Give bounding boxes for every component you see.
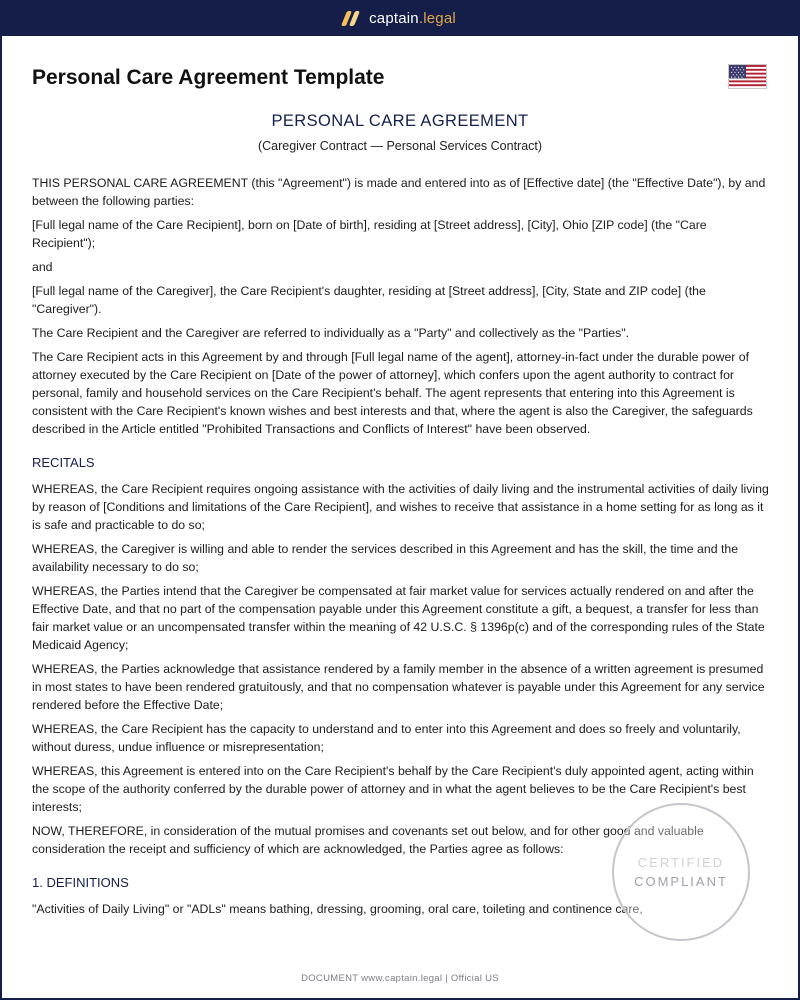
brand-logo[interactable] bbox=[344, 10, 456, 27]
intro-paragraph: [Full legal name of the Care Recipient], born on [Date of birth], residing at [Street address], [City], Ohio [ZIP code] (the "Care Recipient"); bbox=[32, 218, 707, 250]
document-title: PERSONAL CARE AGREEMENT bbox=[271, 112, 529, 130]
recital-paragraph: WHEREAS, the Parties acknowledge that assistance rendered by a family member in the absence of a written agreement is presumed in most states to have been rendered gratuitously, and that no compensation whatever is payable under this Agreement for any service rendered before the Effective Date; bbox=[32, 662, 765, 712]
page-title: Personal Care Agreement Template bbox=[32, 66, 385, 89]
top-bar bbox=[0, 0, 800, 36]
definitions-heading: 1. DEFINITIONS bbox=[32, 875, 129, 890]
recital-paragraph: WHEREAS, this Agreement is entered into on the Care Recipient's behalf by the Care Recipient's duly appointed agent, acting within the scope of the authority conferred by the durable power of attorney and in what the agent believes to be the Care Recipient's best interests; bbox=[32, 764, 754, 814]
recital-paragraph: NOW, THEREFORE, in consideration of the mutual promises and covenants set out below, and for other good and valuable consideration the receipt and sufficiency of which are acknowledged, the Parties agree as follows: bbox=[32, 824, 704, 856]
brand-name: captain bbox=[369, 9, 419, 27]
us-flag-icon[interactable] bbox=[728, 64, 767, 89]
intro-paragraph: and bbox=[32, 260, 53, 274]
intro-paragraph: The Care Recipient acts in this Agreement by and through [Full legal name of the agent], attorney-in-fact under the durable power of attorney executed by the Care Recipient on [Date of the power of attorney], which confers upon the agent authority to contract for personal, family and household services on the Care Recipient's behalf. The agent represents that entering into this Agreement is consistent with the Care Recipient's known wishes and best interests and that, where the agent is also the Caregiver, the safeguards described in the Article entitled "Prohibited Transactions and Conflicts of Interest" have been observed. bbox=[32, 350, 753, 436]
intro-paragraph: THIS PERSONAL CARE AGREEMENT (this "Agreement") is made and entered into as of [Effective date] (the "Effective Date"), by and between the following parties: bbox=[32, 176, 766, 208]
definition-paragraph: "Activities of Daily Living" or "ADLs" means bathing, dressing, grooming, oral care, toileting and continence care, bbox=[32, 902, 643, 916]
stamp-line-2: COMPLIANT bbox=[634, 874, 728, 889]
compliance-stamp bbox=[612, 803, 750, 941]
recital-paragraph: WHEREAS, the Care Recipient requires ongoing assistance with the activities of daily living and the instrumental activities of daily living by reason of [Conditions and limitations of the Care Recipient], and wishes to receive that assistance in a home setting for as long as it is safe and practicable to do so; bbox=[32, 482, 769, 532]
recital-paragraph: WHEREAS, the Parties intend that the Caregiver be compensated at fair market value for services actually rendered on and after the Effective Date, and that no part of the compensation payable under this Agreement constitute a gift, a bequest, a transfer for less than fair market value or an uncompensated transfer within the meaning of 42 U.S.C. § 1396p(c) and of the corresponding rules of the State Medicaid Agency; bbox=[32, 584, 765, 652]
brand-accent: .legal bbox=[418, 9, 456, 27]
intro-paragraph: [Full legal name of the Caregiver], the Care Recipient's daughter, residing at [Street address], [City, State and ZIP code] (the "Caregiver"). bbox=[32, 284, 706, 316]
recitals-heading: RECITALS bbox=[32, 455, 95, 470]
recital-paragraph: WHEREAS, the Care Recipient has the capacity to understand and to enter into this Agreement and does so freely and voluntarily, without duress, undue influence or misrepresentation; bbox=[32, 722, 741, 754]
document-subtitle: (Caregiver Contract — Personal Services Contract) bbox=[257, 139, 543, 153]
footer: DOCUMENT www.captain.legal | Official US bbox=[301, 973, 499, 984]
brand-mark-icon bbox=[341, 11, 360, 26]
intro-paragraph: The Care Recipient and the Caregiver are referred to individually as a "Party" and collectively as the "Parties". bbox=[32, 326, 630, 340]
stamp-line-1: CERTIFIED bbox=[637, 855, 725, 870]
recital-paragraph: WHEREAS, the Caregiver is willing and able to render the services described in this Agreement and has the skill, the time and the availability necessary to do so; bbox=[32, 542, 739, 574]
